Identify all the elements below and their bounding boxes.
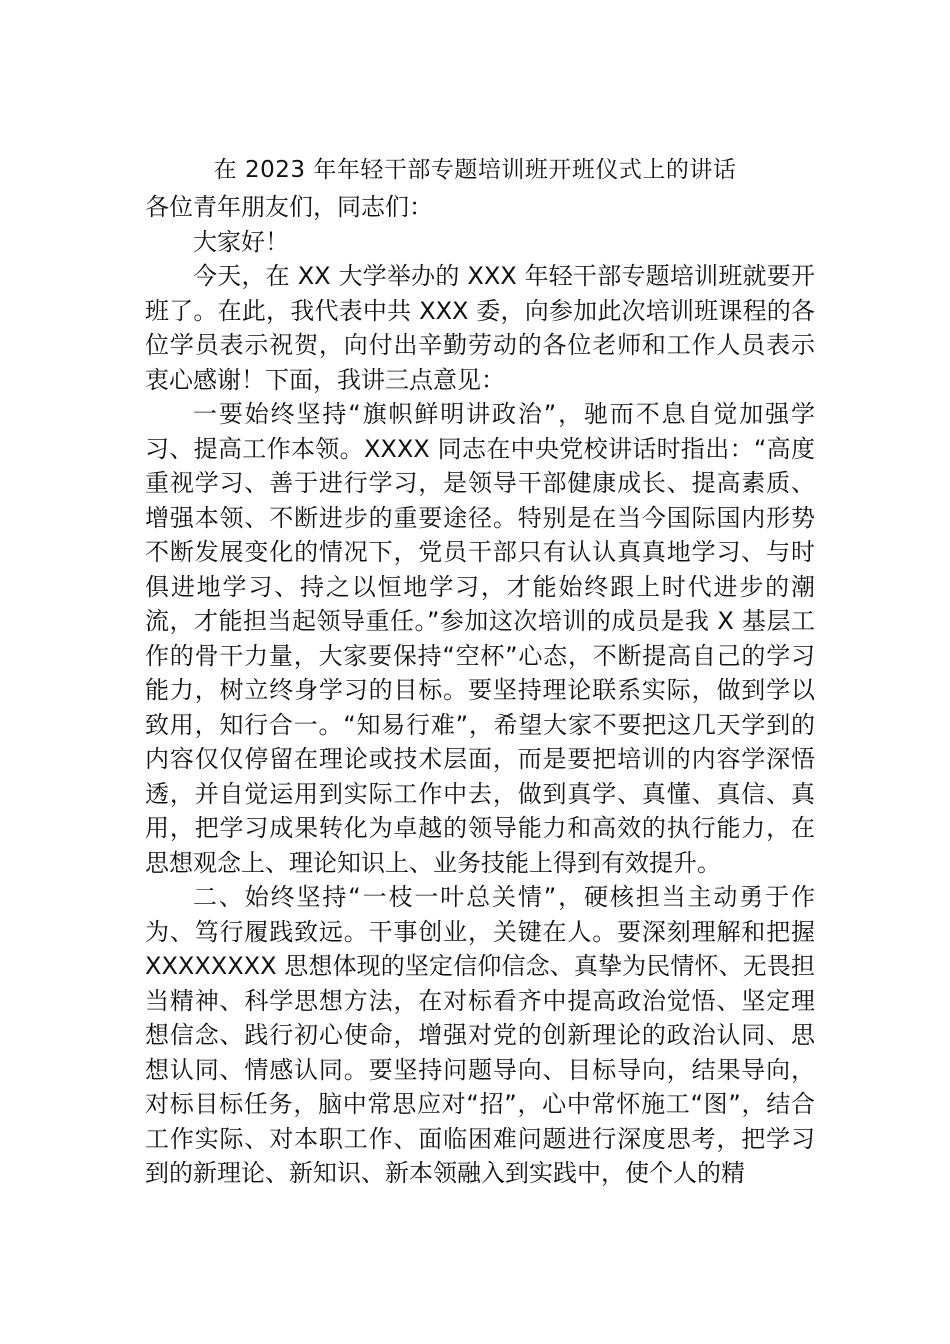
paragraph-point-two: 二、始终坚持“一枝一叶总关情”，硬核担当主动勇于作为、笃行履践致远。干事创业，关键在人。要深刻理解和把握 XXXXXXXX 思想体现的坚定信仰信念、真挚为民情怀、无畏担当精神、科学思想方法，在对标看齐中提高政治觉悟、坚定理想信念、践行初心使命，增强对党的创新理论的政治认同、思想认同、情感认同。要坚持问题导向、目标导向，结果导向，对标目标任务，脑中常思应对“招”，心中常怀施工“图”，结合工作实际、对本职工作、面临困难问题进行深度思考，把学习到的新理论、新知识、新本领融入到实践中，使个人的精: [145, 883, 815, 1187]
document-body: [145, 190, 815, 1191]
paragraph-intro: 今天，在 XX 大学举办的 XXX 年轻干部专题培训班就要开班了。在此，我代表中共 XXX 委，向参加此次培训班课程的各位学员表示祝贺，向付出辛勤劳动的各位老师和工作人员表示衷心感谢！下面，我讲三点意见：: [145, 262, 815, 394]
greeting: 大家好！: [193, 227, 289, 256]
salutation: 各位青年朋友们，同志们：: [145, 193, 433, 221]
paragraph-point-one: 一要始终坚持“旗帜鲜明讲政治”，驰而不息自觉加强学习、提高工作本领。XXXX 同志在中央党校讲话时指出：“高度重视学习、善于进行学习，是领导干部健康成长、提高素质、增强本领、不断进步的重要途径。特别是在当今国际国内形势不断发展变化的情况下，党员干部只有认认真真地学习、与时俱进地学习、持之以恒地学习，才能始终跟上时代进步的潮流，才能担当起领导重任。”参加这次培训的成员是我 X 基层工作的骨干力量，大家要保持“空杯”心态，不断提高自己的学习能力，树立终身学习的目标。要坚持理论联系实际，做到学以致用，知行合一。“知易行难”，希望大家不要把这几天学到的内容仅仅停留在理论或技术层面，而是要把培训的内容学深悟透，并自觉运用到实际工作中去，做到真学、真懂、真信、真用，把学习成果转化为卓越的领导能力和高效的执行能力，在思想观念上、理论知识上、业务技能上得到有效提升。: [145, 400, 815, 877]
document-title: 在 2023 年年轻干部专题培训班开班仪式上的讲话: [213, 157, 737, 183]
